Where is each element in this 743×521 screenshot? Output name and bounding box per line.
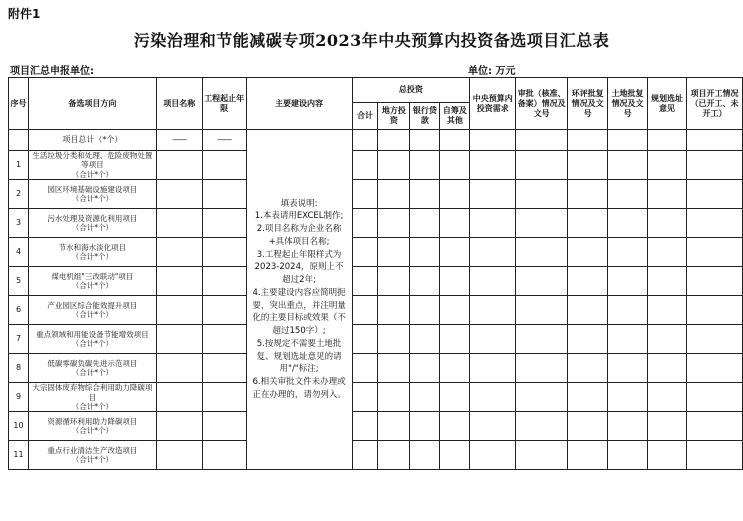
cell (648, 412, 687, 441)
col-local: 地方投资 (378, 103, 410, 130)
cell (686, 354, 742, 383)
cell (470, 354, 516, 383)
cell (378, 180, 410, 209)
cell (378, 383, 410, 412)
cell (516, 267, 568, 296)
row-direction-label: 生活垃圾分类和处理、危险废物处置等项目 (32, 151, 153, 170)
cell (568, 296, 608, 325)
table-row (9, 441, 743, 470)
cell (378, 412, 410, 441)
cell (608, 441, 648, 470)
row-seq: 8 (9, 354, 29, 383)
col-seq: 序号 (9, 78, 29, 130)
cell (156, 354, 202, 383)
col-env: 环评批复情况及文号 (568, 78, 608, 130)
cell (202, 441, 246, 470)
cell (516, 180, 568, 209)
col-central: 中央预算内投资需求 (470, 78, 516, 130)
cell (470, 325, 516, 354)
row-seq: 7 (9, 325, 29, 354)
cell (202, 296, 246, 325)
notes-line: 3.工程起止年限样式为2023-2024，原则上不超过2年; (254, 249, 344, 286)
cell (470, 209, 516, 238)
cell (516, 130, 568, 151)
cell (410, 412, 440, 441)
cell (648, 383, 687, 412)
cell (352, 209, 378, 238)
cell (378, 130, 410, 151)
cell (568, 412, 608, 441)
cell (516, 209, 568, 238)
cell (410, 383, 440, 412)
row-seq: 9 (9, 383, 29, 412)
cell (608, 151, 648, 180)
cell (568, 209, 608, 238)
cell (608, 296, 648, 325)
row-count: （合计*个） (71, 281, 113, 291)
row-direction (28, 267, 156, 296)
row-direction (28, 151, 156, 180)
cell (156, 325, 202, 354)
table-row (9, 412, 743, 441)
row-direction-label: 产业园区综合能效提升项目 (47, 300, 138, 310)
cell (410, 441, 440, 470)
row-seq: 2 (9, 180, 29, 209)
cell (686, 180, 742, 209)
total-period-dash: —— (202, 130, 246, 151)
row-direction-label: 煤电机组"三改联动"项目 (51, 271, 134, 281)
cell (608, 383, 648, 412)
cell (156, 209, 202, 238)
row-count: （合计*个） (71, 252, 113, 262)
total-label: 项目总计（*个） (28, 130, 156, 151)
cell (608, 267, 648, 296)
notes-line: 5.按规定不需要土地批复、规划选址意见的请用"/"标注; (256, 338, 342, 375)
cell (608, 238, 648, 267)
cell (608, 180, 648, 209)
cell (410, 151, 440, 180)
col-name: 项目名称 (156, 78, 202, 130)
cell (378, 296, 410, 325)
row-seq: 6 (9, 296, 29, 325)
cell (568, 383, 608, 412)
col-start: 项目开工情况（已开工、未开工） (686, 78, 742, 130)
row-direction-label: 资源循环利用助力降碳项目 (47, 416, 138, 426)
cell (440, 180, 470, 209)
table-row (9, 238, 743, 267)
table-row (9, 151, 743, 180)
row-seq: 1 (9, 151, 29, 180)
col-approval: 审批（核准、备案）情况及文号 (516, 78, 568, 130)
row-count: （合计*个） (71, 339, 113, 349)
cell (440, 441, 470, 470)
cell (352, 180, 378, 209)
cell (648, 325, 687, 354)
cell (156, 441, 202, 470)
cell (516, 383, 568, 412)
cell (440, 383, 470, 412)
summary-table (8, 77, 743, 470)
cell (568, 267, 608, 296)
row-direction (28, 209, 156, 238)
cell (686, 441, 742, 470)
cell (440, 238, 470, 267)
cell (470, 130, 516, 151)
row-count: （合计*个） (71, 169, 113, 179)
row-count: （合计*个） (71, 368, 113, 378)
cell (470, 151, 516, 180)
table-row (9, 267, 743, 296)
row-seq: 5 (9, 267, 29, 296)
cell (352, 296, 378, 325)
cell (648, 354, 687, 383)
cell (648, 151, 687, 180)
reporting-unit-label: 项目汇总申报单位: (10, 66, 94, 77)
table-row (9, 354, 743, 383)
cell (470, 412, 516, 441)
cell (202, 383, 246, 412)
cell (608, 412, 648, 441)
cell (378, 267, 410, 296)
row-direction-label: 重点领域和用能设备节能增效项目 (36, 329, 149, 339)
table-row (9, 296, 743, 325)
cell (352, 267, 378, 296)
cell (470, 296, 516, 325)
cell (608, 354, 648, 383)
col-period: 工程起止年限 (202, 78, 246, 130)
cell (440, 412, 470, 441)
cell (568, 151, 608, 180)
cell (156, 180, 202, 209)
cell (568, 441, 608, 470)
cell (156, 412, 202, 441)
cell (378, 238, 410, 267)
cell (352, 354, 378, 383)
cell (202, 209, 246, 238)
cell (470, 267, 516, 296)
cell (568, 130, 608, 151)
cell (410, 238, 440, 267)
notes-line: 6.相关审批文件未办理或正在办理的，请勿列入。 (252, 377, 346, 400)
cell (516, 238, 568, 267)
cell (410, 130, 440, 151)
cell (470, 441, 516, 470)
cell (440, 296, 470, 325)
cell (608, 325, 648, 354)
cell (686, 383, 742, 412)
table-row (9, 325, 743, 354)
cell (202, 412, 246, 441)
row-direction-label: 重点行业清洁生产改造项目 (47, 445, 138, 455)
cell (686, 130, 742, 151)
notes-line: 4.主要建设内容应简明扼要，突出重点，并注明量化的主要目标或效果（不超过150字）; (252, 287, 346, 337)
cell (410, 354, 440, 383)
cell (440, 325, 470, 354)
cell (470, 238, 516, 267)
cell (648, 209, 687, 238)
cell (156, 151, 202, 180)
cell (352, 325, 378, 354)
col-bank: 银行贷款 (410, 103, 440, 130)
row-direction-label: 节水和海水淡化项目 (58, 242, 127, 252)
row-direction-label: 污水处理及资源化利用项目 (47, 213, 138, 223)
cell (686, 296, 742, 325)
cell (410, 180, 440, 209)
row-direction (28, 325, 156, 354)
cell (156, 296, 202, 325)
fill-instructions (246, 130, 352, 470)
table-row (9, 383, 743, 412)
cell (202, 180, 246, 209)
cell (648, 180, 687, 209)
cell (352, 130, 378, 151)
row-count: （合计*个） (71, 194, 113, 204)
col-content: 主要建设内容 (246, 78, 352, 130)
cell (686, 325, 742, 354)
cell (378, 441, 410, 470)
cell (516, 441, 568, 470)
table-row (9, 209, 743, 238)
cell (470, 180, 516, 209)
row-direction (28, 180, 156, 209)
cell (202, 151, 246, 180)
row-seq: 3 (9, 209, 29, 238)
row-direction (28, 296, 156, 325)
cell (648, 267, 687, 296)
cell (440, 354, 470, 383)
cell (648, 130, 687, 151)
row-count: （合计*个） (71, 223, 113, 233)
row-count: （合计*个） (71, 310, 113, 320)
cell (352, 151, 378, 180)
notes-line: 1.本表请用EXCEL制作; (254, 211, 344, 222)
row-direction-label: 低碳零碳负碳先进示范项目 (47, 358, 138, 368)
cell (410, 296, 440, 325)
cell (516, 325, 568, 354)
row-seq: 10 (9, 412, 29, 441)
table-row (9, 180, 743, 209)
cell (378, 325, 410, 354)
cell (648, 238, 687, 267)
attachment-label: 附件1 (8, 7, 41, 21)
cell (202, 325, 246, 354)
money-unit-label: 单位: 万元 (468, 66, 516, 77)
cell (686, 267, 742, 296)
row-direction (28, 238, 156, 267)
row-seq: 4 (9, 238, 29, 267)
cell (686, 151, 742, 180)
cell (516, 354, 568, 383)
cell (440, 130, 470, 151)
row-direction (28, 441, 156, 470)
cell (202, 354, 246, 383)
cell (568, 325, 608, 354)
cell (440, 267, 470, 296)
cell (156, 238, 202, 267)
cell (608, 209, 648, 238)
cell (378, 209, 410, 238)
cell (156, 383, 202, 412)
cell (648, 296, 687, 325)
col-self: 自筹及其他 (440, 103, 470, 130)
cell (568, 180, 608, 209)
col-land: 土地批复情况及文号 (608, 78, 648, 130)
cell (568, 354, 608, 383)
cell (440, 151, 470, 180)
row-count: （合计*个） (71, 426, 113, 436)
row-direction (28, 383, 156, 412)
cell (410, 267, 440, 296)
cell (686, 209, 742, 238)
cell (352, 412, 378, 441)
cell (352, 238, 378, 267)
cell (470, 383, 516, 412)
page-title: 污染治理和节能减碳专项2023年中央预算内投资备选项目汇总表 (133, 31, 610, 50)
cell (686, 412, 742, 441)
row-direction (28, 354, 156, 383)
cell (516, 151, 568, 180)
cell (568, 238, 608, 267)
col-planning: 规划选址意见 (648, 78, 687, 130)
row-direction (28, 412, 156, 441)
row-count: （合计*个） (71, 455, 113, 465)
total-name-dash: —— (156, 130, 202, 151)
cell (608, 130, 648, 151)
cell (352, 441, 378, 470)
cell (410, 209, 440, 238)
notes-title: 填表说明: (280, 198, 318, 209)
row-seq: 11 (9, 441, 29, 470)
cell (648, 441, 687, 470)
row-count: （合计*个） (71, 401, 113, 411)
row-direction-label: 大宗固体废弃物综合利用助力降碳项目 (32, 383, 153, 402)
col-total-invest: 总投资 (352, 78, 470, 103)
row-direction-label: 园区环境基础设施建设项目 (47, 184, 138, 194)
cell (156, 267, 202, 296)
total-seq (9, 130, 29, 151)
col-total: 合计 (352, 103, 378, 130)
cell (410, 325, 440, 354)
cell (440, 209, 470, 238)
cell (352, 383, 378, 412)
cell (516, 296, 568, 325)
cell (686, 238, 742, 267)
cell (202, 238, 246, 267)
notes-line: 2.项目名称为企业名称+具体项目名称; (256, 224, 342, 247)
cell (516, 412, 568, 441)
cell (378, 151, 410, 180)
col-direction: 备选项目方向 (28, 78, 156, 130)
cell (378, 354, 410, 383)
cell (202, 267, 246, 296)
